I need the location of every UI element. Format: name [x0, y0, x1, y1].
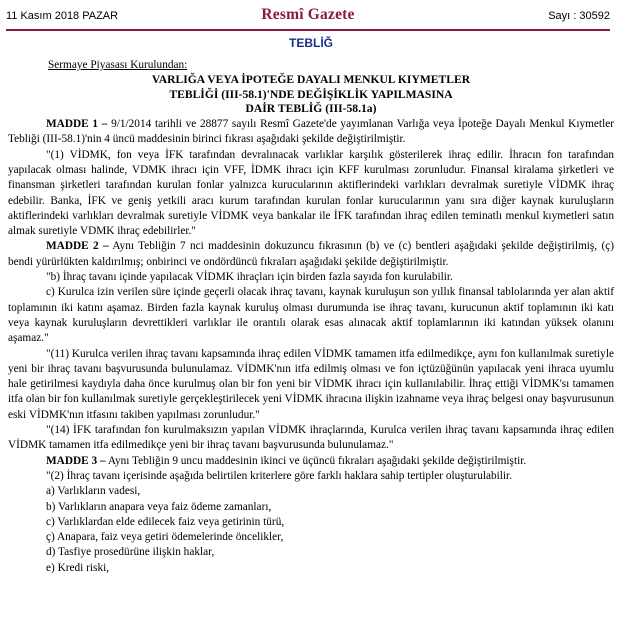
article-1-text: 9/1/2014 tarihli ve 28877 sayılı Resmî Gazete'de yayımlanan Varlığa veya İpoteğe Dayalı Menkul Kıymetler Tebliği (III-58.1)'nin 4 üncü maddesinin birinci fıkrası aşağıdaki şekilde değiştirilmiştir. [8, 118, 614, 146]
article-1-label: MADDE 1 – [46, 118, 108, 131]
list-item: c) Varlıklardan elde edilecek faiz veya getirinin türü, [46, 515, 285, 528]
list-item: a) Varlıkların vadesi, [46, 485, 141, 498]
regulation-title-line-3: DAİR TEBLİĞ (III-58.1a) [245, 102, 377, 116]
header-divider [6, 29, 610, 31]
article-2-label: MADDE 2 – [46, 240, 109, 253]
page-header [6, 6, 610, 30]
article-2-paragraph-14: "(14) İFK tarafından fon kurulmaksızın yapılan VİDMK ihraçlarında, Kurulca verilen ihraç tavanı kapsamında ihraç edilen VİDMK tamamen itfa edilmedikçe yeni bir ihraç tavanı başvurusunda bulunulamaz." [8, 424, 614, 452]
regulation-title-line-2: TEBLİĞİ (III-58.1)'NDE DEĞİŞİKLİK YAPILMASINA [169, 87, 453, 101]
list-item: e) Kredi riski, [46, 561, 110, 574]
list-item: ç) Anapara, faiz veya getiri ödemelerinde öncelikler, [46, 531, 284, 544]
header-date: 11 Kasım 2018 PAZAR [6, 10, 119, 22]
list-item: b) Varlıkların anapara veya faiz ödeme zamanları, [46, 500, 272, 513]
article-3-quote: "(2) İhraç tavanı içerisinde aşağıda belirtilen kriterlere göre farklı haklara sahip tertipler oluşturulabilir. [46, 469, 513, 482]
article-2-clause-c: c) Kurulca izin verilen süre içinde geçerli olacak ihraç tavanı, kaynak kuruluşun son yıllık finansal tablolarında yer alan aktif toplamının iki katını aşamaz. Birden fazla kaynak kuruluş olması durumunda ise ihraç tavanı, kurucunun aktif toplamının iki katı veya kaynak kuruluşların devrettikleri varlıklar ile orantılı olarak esas alınacak aktif toplamlarının iki katından yüksek olanını aşamaz." [8, 286, 614, 345]
article-3-text: Aynı Tebliğin 9 uncu maddesinin ikinci ve üçüncü fıkraları aşağıdaki şekilde değiştirilmiştir. [105, 454, 527, 467]
regulation-title-line-1: VARLIĞA VEYA İPOTEĞE DAYALI MENKUL KIYMETLER [151, 73, 471, 87]
article-3-label: MADDE 3 – [46, 454, 106, 467]
article-1 [8, 117, 614, 148]
article-2-paragraph-11: "(11) Kurulca verilen ihraç tavanı kapsamında ihraç edilen VİDMK tamamen itfa edilmedikçe, aynı fon kullanılmak suretiyle yeni bir ihraç tavanı başvurusunda bulunulamaz. VİDMK'nın itfa edilmiş olması ve fon içtüzüğünün yapılacak yeni ihraca uyumlu hale getirilmesi kaydıyla daha önce kurulmuş olan bir fon yeni bir VİDMK ihracı için kullanılabilir. İhraç ettiği VİDMK'sı tamamen itfa olan bir fon kullanılmak suretiyle gerçekleştirilecek yeni VİDMK ihracına ilişkin izahname veya ihraç belgesi onay başvurusunun eski VİDMK'nın itfasını takiben yapılması zorunludur." [8, 347, 614, 421]
gazette-title: Resmî Gazete [261, 6, 355, 23]
article-1-quote: "(1) VİDMK, fon veya İFK tarafından devralınacak varlıklar karşılık gösterilerek ihraç edilir. İhracın fon tarafından yapılacak olması halinde, VDMK ihracı için VFF, İDMK ihracı için KFF kurulması zorunludur. Finansal kiralama şirketleri ve finansman şirketleri tarafından kurulan fonlar yalnızca kurucularının aktiflerindeki varlıkları devralmak suretiyle VİDMK ihraç edebilir. Banka, İFK ve geniş yetkili aracı kurum tarafından kurulan fonlar kurucularının yanı sıra diğer kaynak kuruluşların aktiflerindeki varlıkları devralmak suretiyle VİDMK veya bankalar ile İFK tarafından ihraç edilen teminatlı menkul kıymetleri satın almak suretiyle VDMK ihraç edebilirler." [8, 148, 614, 238]
issuing-institution: Sermaye Piyasası Kurulundan: [48, 59, 188, 71]
article-2-text: Aynı Tebliğin 7 nci maddesinin dokuzuncu fıkrasının (b) ve (c) bentleri aşağıdaki şekilde değiştirilmiş, (ç) bendi yürürlükten kaldırılmış; onbirinci ve ondördüncü fıkraları aşağıdaki şekilde değiştirilmiştir. [8, 240, 614, 268]
article-3 [8, 454, 614, 469]
section-heading: TEBLİĞ [289, 36, 333, 50]
issue-number: Sayı : 30592 [548, 10, 610, 22]
document-body [8, 58, 614, 576]
article-2-clause-b: "b) İhraç tavanı içinde yapılacak VİDMK ihraçları için birden fazla sayıda fon kurulabilir. [46, 271, 453, 284]
article-2 [8, 239, 614, 270]
list-item: d) Tasfiye prosedürüne ilişkin haklar, [46, 546, 215, 559]
